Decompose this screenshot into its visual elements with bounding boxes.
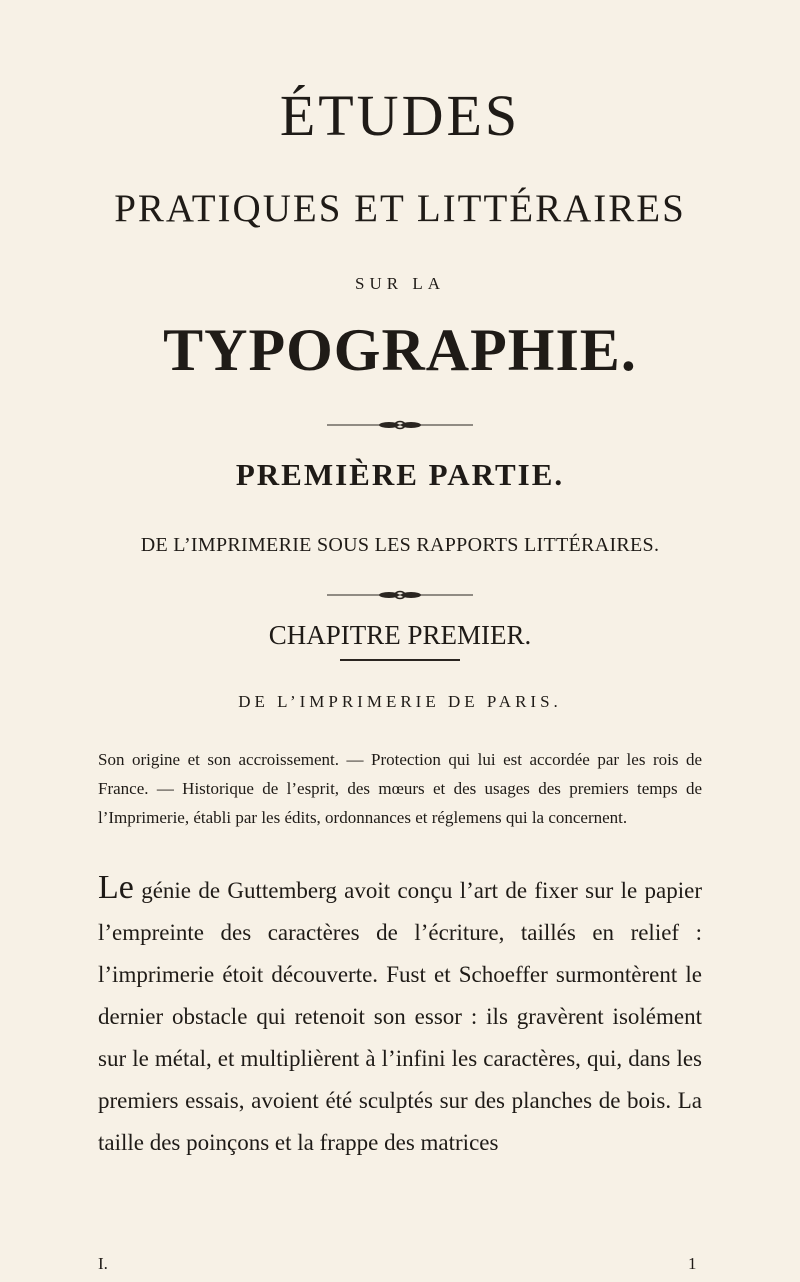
title-sur-la: SUR LA [355,274,445,293]
part-heading: PREMIÈRE PARTIE. [235,457,565,492]
chapter-rule [340,659,460,661]
ornament-divider-top [327,420,473,430]
body-paragraph [98,870,702,1164]
title-typographie: TYPOGRAPHIE. [163,317,637,383]
page-number: 1 [688,1254,697,1273]
chapter-subtitle: DE L’IMPRIMERIE DE PARIS. [238,692,562,711]
chapter-summary: Son origine et son accroissement. — Protection qui lui est accordée par les rois de France. — Historique de l’esprit, des mœurs et des usages des premiers temps de l’Imprimerie, établi par les édits, ordonnances et réglemens qui la concernent. [98,750,702,827]
body-text: génie de Guttemberg avoit conçu l’art de fixer sur le papier l’empreinte des caractères de l’écriture, taillés en relief : l’imprimerie étoit découverte. Fust et Schoeffer surmontèrent le dernier obstacle qui retenoit son essor : ils gravèrent isolément sur le métal, et multiplièrent à l’infini les caractères, qui, dans les premiers essais, avoient été sculptés sur des planches de bois. La taille des poinçons et la frappe des matrices [98,878,702,1155]
chapter-heading: CHAPITRE PREMIER. [268,620,532,650]
signature-mark: I. [98,1254,108,1273]
title-pratiques: PRATIQUES ET LITTÉRAIRES [114,187,686,230]
ornament-divider-bottom [327,590,473,600]
part-subtitle: DE L’IMPRIMERIE SOUS LES RAPPORTS LITTÉRAIRES. [140,534,660,556]
drop-initial: Le [98,869,134,906]
title-etudes: ÉTUDES [279,83,521,148]
